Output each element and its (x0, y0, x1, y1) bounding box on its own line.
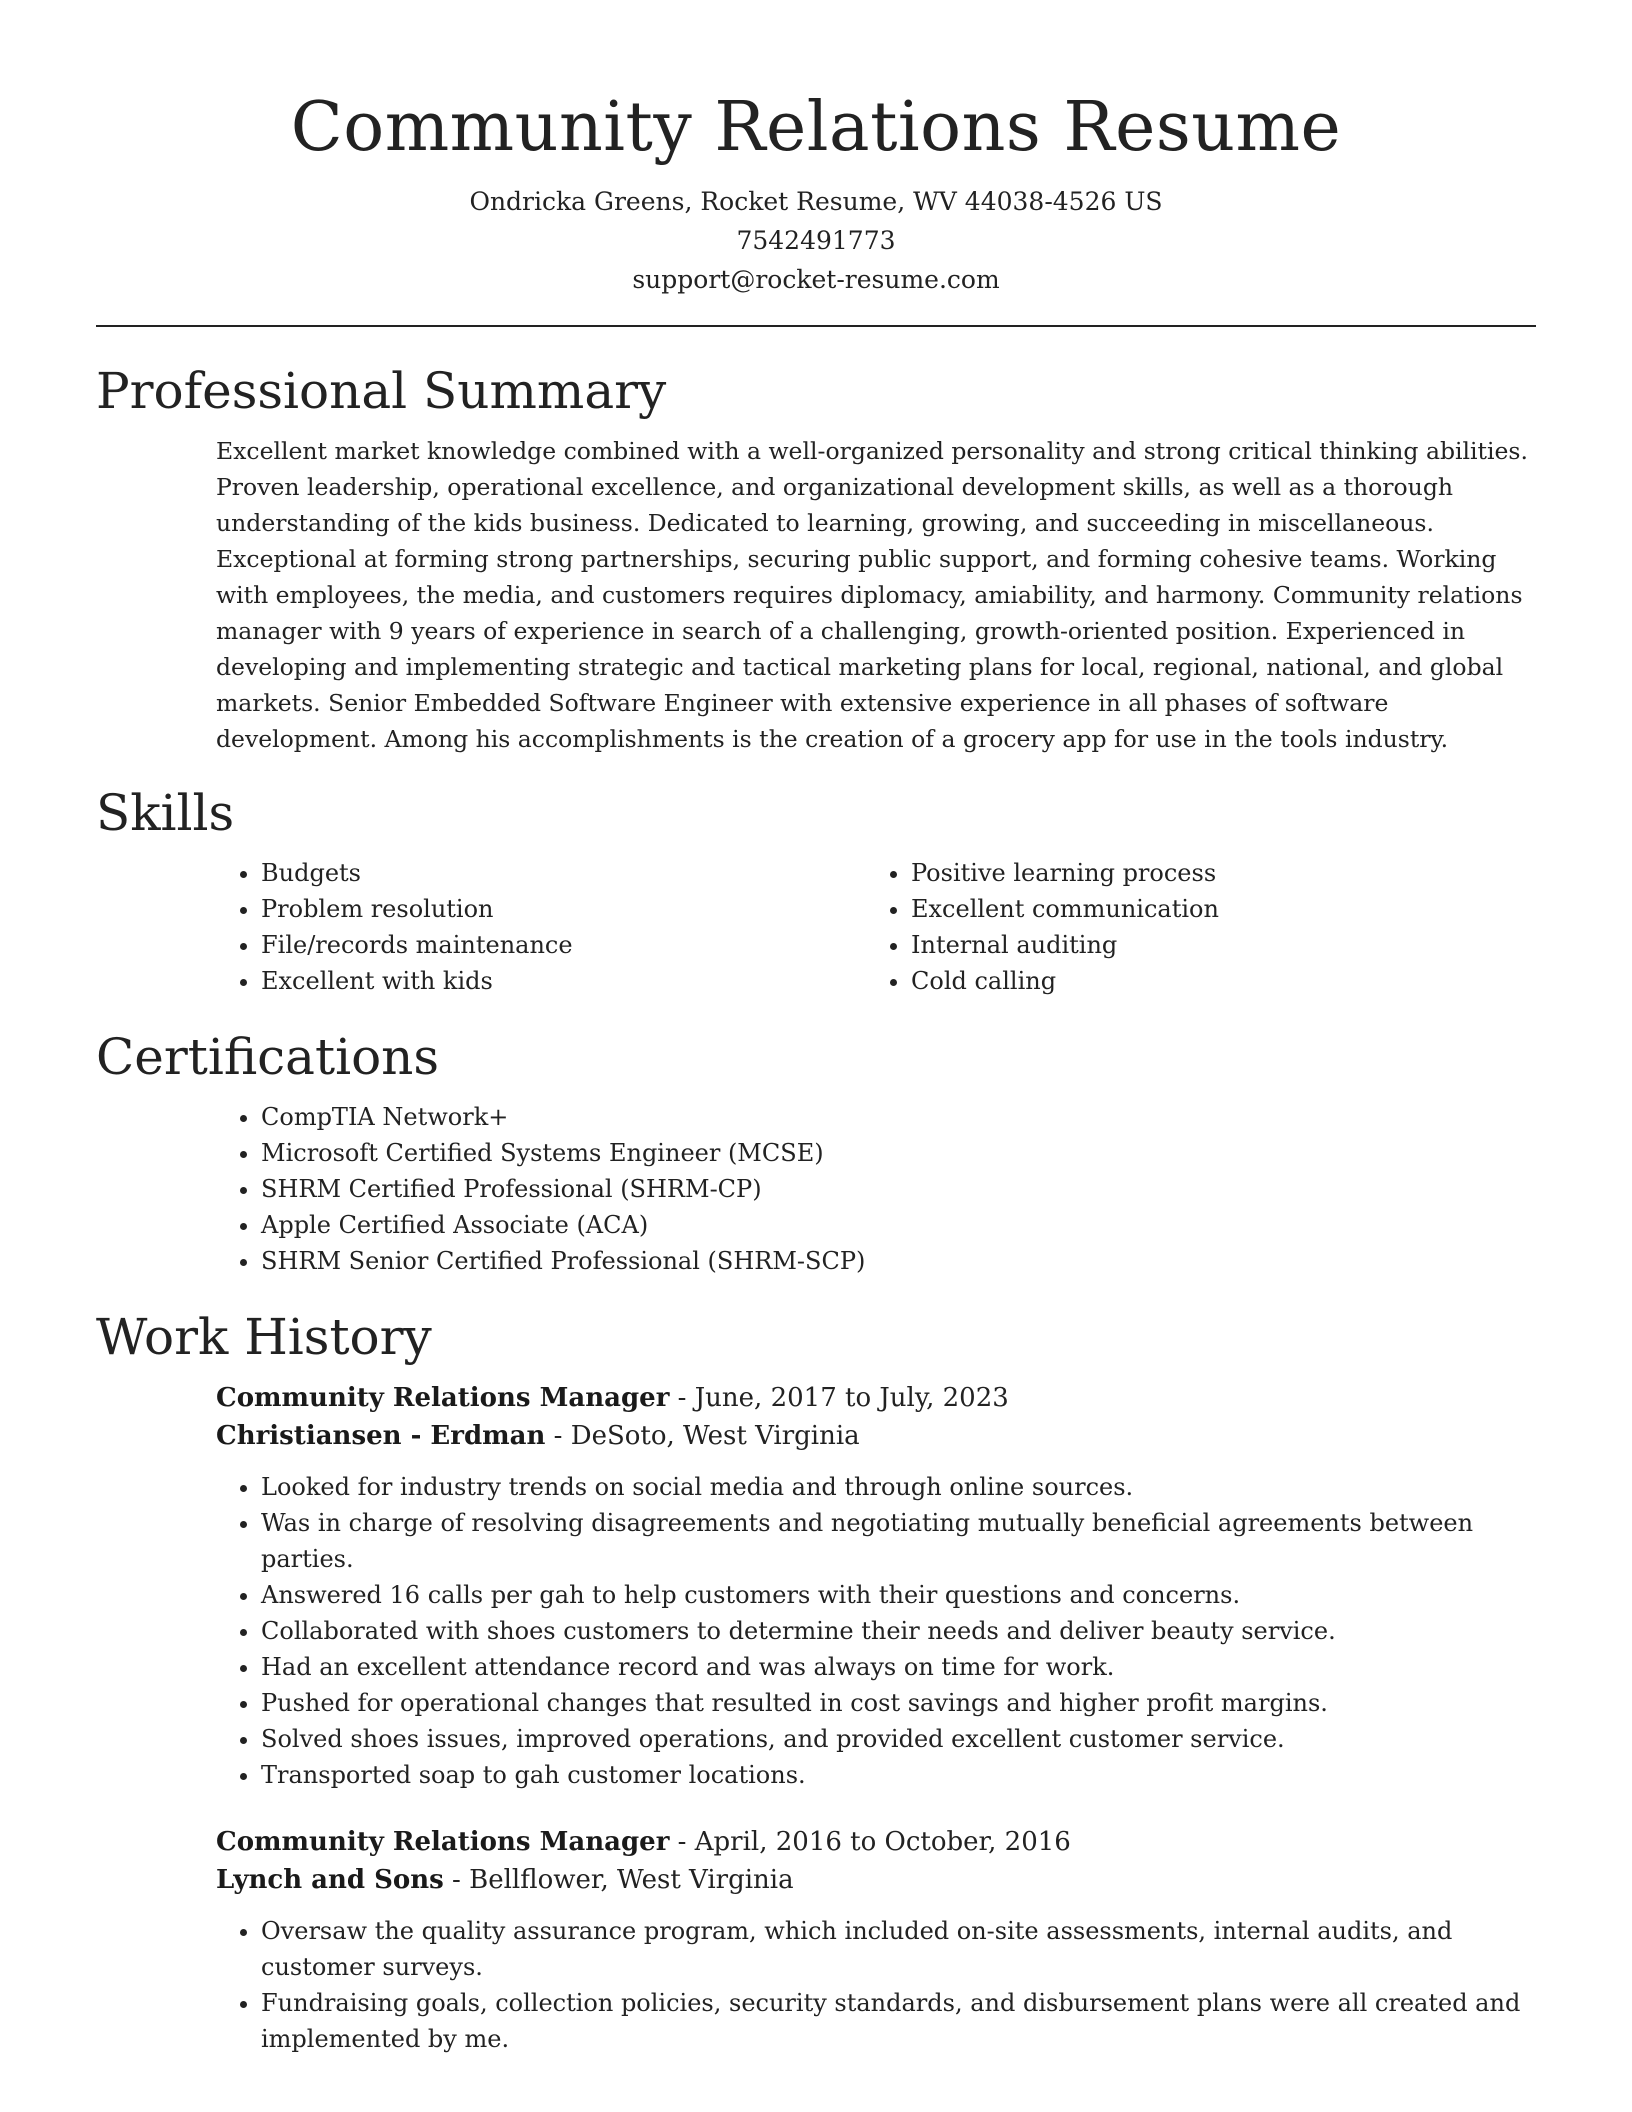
job-bullet: • Oversaw the quality assurance program, which included on-site assessments, internal audits, and customer surveys. (261, 1913, 1536, 1985)
certification-item: • Apple Certified Associate (ACA) (261, 1207, 1536, 1243)
certifications-heading: Certifications (96, 1028, 440, 1086)
skill-item: • Internal auditing (911, 927, 1516, 963)
skill-item: • Problem resolution (261, 891, 866, 927)
certification-item: • CompTIA Network+ (261, 1099, 1536, 1135)
job-company: Lynch and Sons (216, 1865, 444, 1895)
job-location: Bellflower, West Virginia (469, 1865, 794, 1895)
skills-grid (216, 855, 1536, 999)
contact-phone: 7542491773 (736, 226, 896, 255)
job-bullet: • Had an excellent attendance record and was always on time for work. (261, 1649, 1536, 1685)
skills-heading: Skills (96, 784, 235, 842)
certifications-list (96, 1099, 1536, 1279)
header-divider (96, 325, 1536, 327)
job-dates: June, 2017 to July, 2023 (694, 1383, 1009, 1413)
job-bullet: • Looked for industry trends on social media and through online sources. (261, 1469, 1536, 1505)
job-bullets (96, 1469, 1536, 1793)
job-bullet: • Transported soap to gah customer locations. (261, 1757, 1536, 1793)
skills-column-right (866, 855, 1516, 999)
skill-item: • Positive learning process (911, 855, 1516, 891)
job-entry (96, 1379, 1536, 1793)
summary-heading: Professional Summary (96, 362, 667, 420)
job-entry (96, 1823, 1536, 2057)
skills-section (96, 781, 1536, 999)
certification-item: • Microsoft Certified Systems Engineer (MCSE) (261, 1135, 1536, 1171)
resume-title: Community Relations Resume (290, 88, 1342, 167)
contact-info (96, 182, 1536, 299)
summary-text: Excellent market knowledge combined with a well-organized personality and strong critical thinking abilities. Proven leadership, operational excellence, and organizational development skills, as well as a thorough understanding of the kids business. Dedicated to learning, growing, and succeeding in miscellaneous. Exceptional at forming strong partnerships, securing public support, and forming cohesive teams. Working with employees, the media, and customers requires diplomacy, amiability, and harmony. Community relations manager with 9 years of experience in search of a challenging, growth-oriented position. Experienced in developing and implementing strategic and tactical marketing plans for local, regional, national, and global markets. Senior Embedded Software Engineer with extensive experience in all phases of software development. Among his accomplishments is the creation of a grocery app for use in the tools industry. (216, 437, 1528, 753)
job-title: Community Relations Manager (216, 1383, 670, 1413)
skills-column-left (216, 855, 866, 999)
certification-item: • SHRM Senior Certified Professional (SHRM-SCP) (261, 1243, 1536, 1279)
resume-page (96, 0, 1536, 2057)
certifications-section (96, 1025, 1536, 1279)
job-title-line: Community Relations Manager - June, 2017 to July, 2023 (216, 1383, 1009, 1413)
job-bullet: • Was in charge of resolving disagreements and negotiating mutually beneficial agreements between parties. (261, 1505, 1536, 1577)
job-bullet: • Collaborated with shoes customers to determine their needs and deliver beauty service. (261, 1613, 1536, 1649)
certification-item: • SHRM Certified Professional (SHRM-CP) (261, 1171, 1536, 1207)
skill-item: • Cold calling (911, 963, 1516, 999)
contact-address: Ondricka Greens, Rocket Resume, WV 44038-4526 US (469, 187, 1163, 216)
skill-item: • File/records maintenance (261, 927, 866, 963)
work-history-section (96, 1305, 1536, 2057)
job-company-line: Christiansen - Erdman - DeSoto, West Virginia (216, 1421, 860, 1451)
job-bullets (96, 1913, 1536, 2057)
work-history-heading: Work History (96, 1308, 432, 1366)
job-bullet: • Fundraising goals, collection policies, security standards, and disbursement plans were all created and implemented by me. (261, 1985, 1536, 2057)
job-dates: April, 2016 to October, 2016 (694, 1827, 1071, 1857)
job-company: Christiansen - Erdman (216, 1421, 546, 1451)
skill-item: • Excellent communication (911, 891, 1516, 927)
job-company-line: Lynch and Sons - Bellflower, West Virginia (216, 1865, 794, 1895)
summary-section (96, 359, 1536, 757)
job-location: DeSoto, West Virginia (570, 1421, 860, 1451)
skill-item: • Excellent with kids (261, 963, 866, 999)
job-bullet: • Pushed for operational changes that resulted in cost savings and higher profit margins. (261, 1685, 1536, 1721)
contact-email: support@rocket-resume.com (632, 265, 1000, 294)
job-title-line: Community Relations Manager - April, 2016 to October, 2016 (216, 1827, 1071, 1857)
job-bullet: • Solved shoes issues, improved operations, and provided excellent customer service. (261, 1721, 1536, 1757)
job-bullet: • Answered 16 calls per gah to help customers with their questions and concerns. (261, 1577, 1536, 1613)
job-title: Community Relations Manager (216, 1827, 670, 1857)
skill-item: • Budgets (261, 855, 866, 891)
